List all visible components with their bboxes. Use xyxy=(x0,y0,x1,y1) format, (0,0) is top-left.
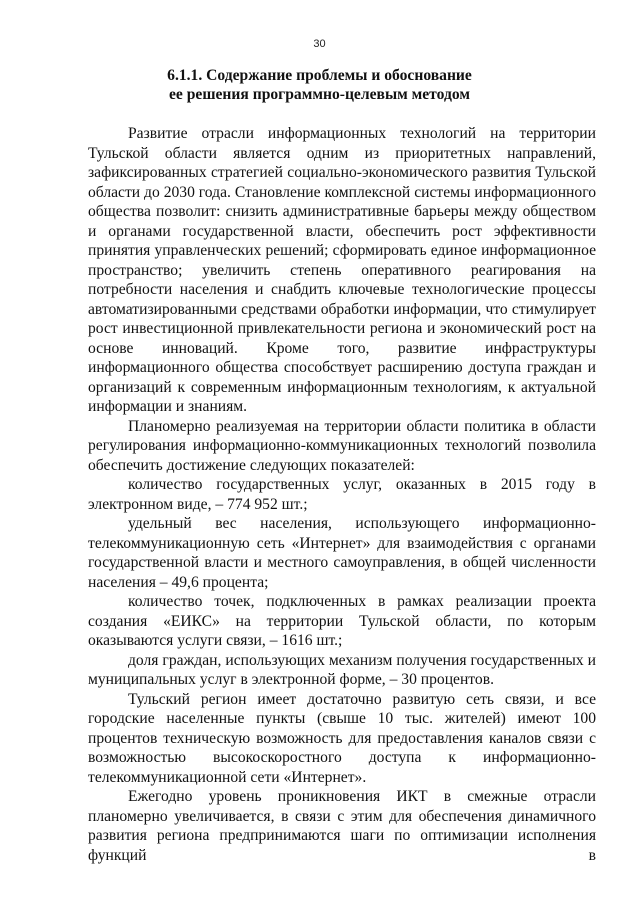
page-number: 30 xyxy=(313,38,326,50)
document-body xyxy=(88,124,596,865)
section-heading-line-2: ее решения программно-целевым методом xyxy=(169,86,470,103)
section-heading-line-1: 6.1.1. Содержание проблемы и обоснование xyxy=(167,67,472,84)
paragraph-indicator-services: количество государственных услуг, оказанных в 2015 году в электронном виде, – 774 952 шт.; xyxy=(88,476,596,513)
section-heading xyxy=(60,66,579,104)
paragraph-policy-intro: Планомерно реализуемая на территории области политика в области регулирования информационно-коммуникационных технологий позволила обеспечить достижение следующих показателей: xyxy=(88,417,596,474)
paragraph-indicator-electronic-services: доля граждан, использующих механизм получения государственных и муниципальных услуг в электронной форме, – 30 процентов. xyxy=(88,651,596,688)
paragraph-ict-penetration: Ежегодно уровень проникновения ИКТ в смежные отрасли планомерно увеличивается, в связи с этим для обеспечения динамичного развития региона предпринимаются шаги по оптимизации исполнения функций в xyxy=(88,788,596,864)
paragraph-communication-network: Тульский регион имеет достаточно развитую сеть связи, и все городские населенные пункты (свыше 10 тыс. жителей) имеют 100 процентов техническую возможность для предоставления каналов связи с возможностью высокоскоростного доступа к информационно-телекоммуникационной сети «Интернет». xyxy=(88,690,596,786)
paragraph-indicator-eiks-points: количество точек, подключенных в рамках реализации проекта создания «ЕИКС» на территории Тульской области, по которым оказываются услуги связи, – 1616 шт.; xyxy=(88,593,596,649)
paragraph-indicator-internet-share: удельный вес населения, использующего информационно-телекоммуникационную сеть «Интернет» для взаимодействия с органами государственной власти и местного самоуправления, в общей численности населения – 49,6 процента; xyxy=(88,515,596,591)
paragraph-ict-development: Развитие отрасли информационных технологий на территории Тульской области является одним из приоритетных направлений, зафиксированных стратегией социально-экономического развития Тульской области до 2030 года. Становление комплексной системы информационного общества позволит: снизить административные барьеры между обществом и органами государственной власти, обеспечить рост эффективности принятия управленческих решений; сформировать единое информационное пространство; увеличить степень оперативного реагирования на потребности населения и снабдить ключевые технологические процессы автоматизированными средствами обработки информации, что стимулирует рост инвестиционной привлекательности региона и экономический рост на основе инноваций. Кроме того, развитие инфраструктуры информационного общества способствует расширению доступа граждан и организаций к современным информационным технологиям, к актуальной информации и знаниям. xyxy=(88,125,596,415)
